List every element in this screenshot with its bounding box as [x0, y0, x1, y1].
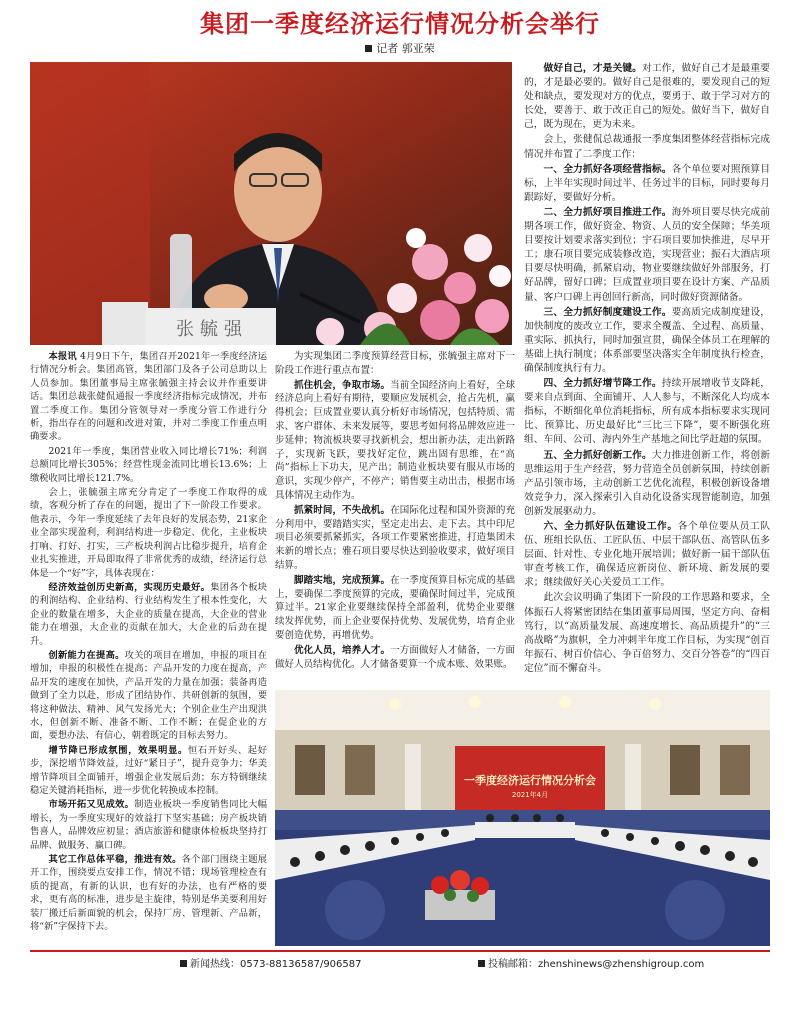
- paragraph-text: 各个部门围绕主题展开工作，围绕要点安排工作，情况不错；现场管理检查有质的提高，有新的认识，也有好的办法，也有严格的要求，更有高的标准，进步是主旋律，特别是华美要利用好装厂搬迁后新面貌的机会，保持厂房、管理新、产品新，将“新”字保持下去。: [30, 854, 267, 933]
- news-hotline: [180, 955, 362, 970]
- paragraph-heading: 优化人员，培养人才。: [294, 644, 391, 656]
- paragraph-text: 恒石开好头、起好步，深挖增节降效益，过好“紧日子”，提升竞争力；华美增节降项目全面铺开，增强企业发展后劲；东方特钢继续稳定关键消耗指标，进一步优化转换成本控制。: [30, 744, 267, 796]
- square-bullet-icon: [365, 45, 372, 52]
- article-paragraph: [30, 744, 267, 798]
- paragraph-text: 在国际化过程和国外资源的充分利用中，要踏踏实实，坚定走出去、走下去。其中印尼项目必须要抓紧抓实，各项工作要紧密推进，打造集团未来新的增长点；雅石项目要尽快达到验收要求，做好项目结算。: [275, 504, 515, 571]
- email-text: 投稿邮箱：zhenshinews@zhenshigroup.com: [488, 959, 705, 970]
- paragraph-text: 2021年一季度，集团营业收入同比增长71%；利润总额同比增长305%；经营性现金流同比增长13.6%；上缴税收同比增长121.7%。: [30, 445, 267, 484]
- article-paragraph: [30, 486, 267, 580]
- article-paragraph: [524, 133, 770, 161]
- hotline-text: 新闻热线：0573-88136587/906587: [190, 959, 362, 970]
- paragraph-heading: 创新能力在提高。: [48, 649, 125, 661]
- article-paragraph: [30, 581, 267, 648]
- paragraph-heading: 增节降已形成氛围，效果明显。: [48, 744, 188, 756]
- article-paragraph: [524, 206, 770, 305]
- paragraph-text: 集团各个板块的利润结构、企业结构、行业结构发生了根本性变化，大企业的数量在增多，大企业的质量在提高，大企业的营业能力在增强，大企业的贡献在加大，大企业的后劲在提升。: [30, 581, 267, 647]
- article-column-middle: [275, 350, 515, 680]
- footer-rule: [30, 950, 770, 952]
- paragraph-text: 要高质完成制度建设，加快制度的废改立工作，要求全覆盖、全过程、高质量、重实际、抓执行，同时加强宣贯，确保全体员工在理解的基础上执行制度；体系部要坚决落实全年制度执行检查，确保制度执行有力。: [524, 306, 770, 374]
- paragraph-heading: 本报讯: [48, 351, 77, 362]
- paragraph-text: 当前全国经济向上看好，全球经济总向上看好有期待，要顺应发展机会，抢占先机，赢得机会；巨成置业要认真分析好市场情况，包括特质、需求、客户群体、未来发展等，要思考如何将品牌效应进一步延伸；物流板块要寻找新机会，想出新办法，走出新路子，实现新飞跃，要找好定位，跳出固有思维，在“高尚”指标上下功夫，见产出；制造业板块要有服从市场的意识，实现少停产，不停产；销售要主动出击，根据市场具体情况主动作为。: [275, 379, 515, 501]
- meeting-banner-subtext: 2021年4月: [511, 791, 549, 799]
- square-bullet-icon: [180, 960, 187, 967]
- paragraph-heading: 二、全力抓好项目推进工作。: [543, 206, 672, 218]
- article-paragraph: [275, 350, 515, 378]
- paragraph-text: 大力推进创新工作，将创新思维运用于生产经营，努力营造全员创新氛围，持续创新产品引领市场，主动创新工艺优化流程，积极创新设备增效竞争力，深入探索引入自动化设备实现智能制造，加强创新发展驱动力。: [524, 449, 770, 517]
- paragraph-heading: 做好自己，才是关键。: [543, 63, 643, 74]
- article-column-right: [524, 62, 770, 680]
- square-bullet-icon: [478, 960, 485, 967]
- page-title: 集团一季度经济运行情况分析会举行: [200, 10, 600, 38]
- article-paragraph: [30, 649, 267, 743]
- paragraph-text: 制造业板块一季度销售同比大幅增长，为一季度实现好的效益打下坚实基础；房产板块销售喜人，品牌效应初显；酒店旅游和健康体检板块坚持打品牌、做服务、赢口碑。: [30, 799, 267, 851]
- paragraph-heading: 脚踏实地，完成预算。: [294, 574, 391, 586]
- paragraph-heading: 一、全力抓好各项经营指标。: [543, 163, 672, 175]
- article-paragraph: [524, 449, 770, 519]
- article-paragraph: [30, 853, 267, 933]
- paragraph-heading: 六、全力抓好队伍建设工作。: [543, 521, 678, 532]
- paragraph-heading: 经济效益创历史新高，实现历史最好。: [48, 581, 211, 593]
- paragraph-heading: 其它工作总体平稳，推进有效。: [48, 854, 182, 866]
- paragraph-text: 各个单位要从员工队伍、班组长队伍、工匠队伍、中层干部队伍、高管队伍多层面、针对性、专业化地开展培训；做好新一届干部队伍审查考核工作，确保适应新岗位、新环境、新发展的要求；继续做好关心关爱员工工作。: [524, 521, 770, 589]
- article-paragraph: [524, 377, 770, 447]
- article-paragraph: [275, 504, 515, 573]
- article-paragraph: [524, 163, 770, 205]
- byline: [0, 40, 800, 56]
- article-paragraph: [30, 798, 267, 852]
- reporter: 记者 郭亚荣: [376, 42, 435, 55]
- paragraph-text: 会上，张毓强主席充分肯定了一季度工作取得的成绩，客观分析了存在的问题，提出了下一阶段工作要求。他表示，今年一季度延续了去年良好的发展态势，21家企业全部实现盈利，利润结构进一步稳定、优化，主业板块打响、打好、打实，三产板块利润占比稳步提升，培育企业扎实推进，开局即取得了非常优秀的成绩，经济运行总体是一个“好”字，具体表现在：: [30, 487, 267, 579]
- speaker-photo: [30, 62, 512, 345]
- paragraph-heading: 五、全力抓好创新工作。: [543, 449, 652, 461]
- article-paragraph: [30, 445, 267, 485]
- article-paragraph: [30, 350, 267, 444]
- paragraph-heading: 三、全力抓好制度建设工作。: [543, 306, 672, 318]
- paragraph-text: 对工作，做好自己才是最重要的，才是最必要的。做好自己是很难的，要发现自己的短处和缺点，要发现对方的优点，要勇于、敢于学习对方的长处，要善于、敢于改正自己的短处。做好当下，做好自己，既为现在，更为未来。: [524, 63, 770, 131]
- meeting-banner-text: 一季度经济运行情况分析会: [464, 774, 596, 787]
- paragraph-text: 各个单位要对照预算目标，上半年实现时间过半、任务过半的目标，同时要每月跟踪好，要做好分析。: [524, 163, 770, 203]
- meeting-photo: [275, 690, 770, 946]
- meeting-photo-illustration: [275, 690, 770, 946]
- paragraph-text: 为实现集团二季度预算经营目标，张毓强主席对下一阶段工作进行重点布置：: [275, 351, 515, 376]
- article-paragraph: [524, 591, 770, 676]
- paragraph-heading: 抓紧时间，不失战机。: [294, 504, 391, 516]
- paragraph-text: 攻关的项目在增加，申报的项目在增加，申报的积极性在提高；产品开发的力度在提高，产品开发的速度在加快，产品开发的力量在加强；装备再造做到了全力以赴，形成了团结协作、共研创新的氛围，要将这种做法、精神、风气发扬光大；个别企业生产出现洪水，但创新不断、准备不断、工作不断；在促企业的方面，要想办法、有信心，朝着既定的目标去努力。: [30, 649, 267, 742]
- paragraph-heading: 四、全力抓好增节降工作。: [543, 378, 662, 390]
- paragraph-text: 持续开展增收节支降耗，要来自点到面、全面铺开、人人参与，不断深化人均成本指标，不断细化单位消耗指标，所有成本指标要求实现同比、预算比、历史最好比“三比三下降”，要不断强化班组、车间、公司、海内外生产基地之间比学赶超的氛围。: [524, 378, 770, 446]
- paragraph-text: 此次会议明确了集团下一阶段的工作思路和要求，全体振石人将紧密团结在集团董事局周围，坚定方向、奋楫笃行，以“高质量发展、高速度增长、高品质提升”的“三高战略”为旗帜，全力冲刺半年度工作目标，为实现“创百年振石、树百价信心、争百倍努力、交百分答卷”的“四百定位”而不懈奋斗。: [524, 592, 770, 674]
- paragraph-heading: 抓住机会，争取市场。: [294, 379, 391, 391]
- speaker-photo-illustration: [30, 62, 512, 345]
- paragraph-text: 4月9日下午，集团召开2021年一季度经济运行情况分析会。集团高管，集团部门及各子公司总助以上人员参加。集团董事局主席张毓强主持会议并作重要讲话。集团总裁张健侃通报一季度经济指标完成情况，并布置二季度工作。集团分管领导对一季度分管工作进行分析，指出存在的问题和改进对策，并对二季度工作重点明确要求。: [30, 351, 267, 443]
- article-paragraph: [275, 574, 515, 643]
- submission-email: [478, 955, 704, 970]
- nameplate-text: 张毓强: [176, 319, 248, 340]
- article-column-left: [30, 350, 267, 946]
- article-paragraph: [275, 379, 515, 503]
- paragraph-text: 海外项目要尽快完成前期各项工作，做好资金、物资、人员的安全保障；华美项目要按计划要求落实到位；宇石项目要加快推进，尽早开工；康石项目要完成装修改造，实现营业；振石大酒店项目要尽快明确，抓紧启动，物业要继续做好外部服务，打好品牌，留好口碑；巨成置业项目要在设计方案、产品质量、客户口碑上再创回行新高，同时做好资源储备。: [524, 206, 770, 303]
- paragraph-heading: 市场开拓又见成效。: [48, 799, 135, 811]
- paragraph-text: 会上，张健侃总裁通报一季度集团整体经营指标完成情况并布置了二季度工作：: [524, 134, 770, 160]
- article-paragraph: [524, 520, 770, 590]
- article-paragraph: [275, 644, 515, 672]
- paragraph-text: 在一季度预算目标完成的基础上，要确保二季度预算的完成，要确保时间过半，完成预算过半。21家企业要继续保持全部盈利，优势企业要继续发挥优势，而上企业要保持优势、发展优势，培育企业要创造优势，再增优势。: [275, 574, 515, 641]
- paragraph-text: 一方面做好人才储备，一方面做好人员结构优化。人才储备要算一个成本账、效果账。: [275, 644, 515, 670]
- article-paragraph: [524, 306, 770, 376]
- article-paragraph: [524, 62, 770, 132]
